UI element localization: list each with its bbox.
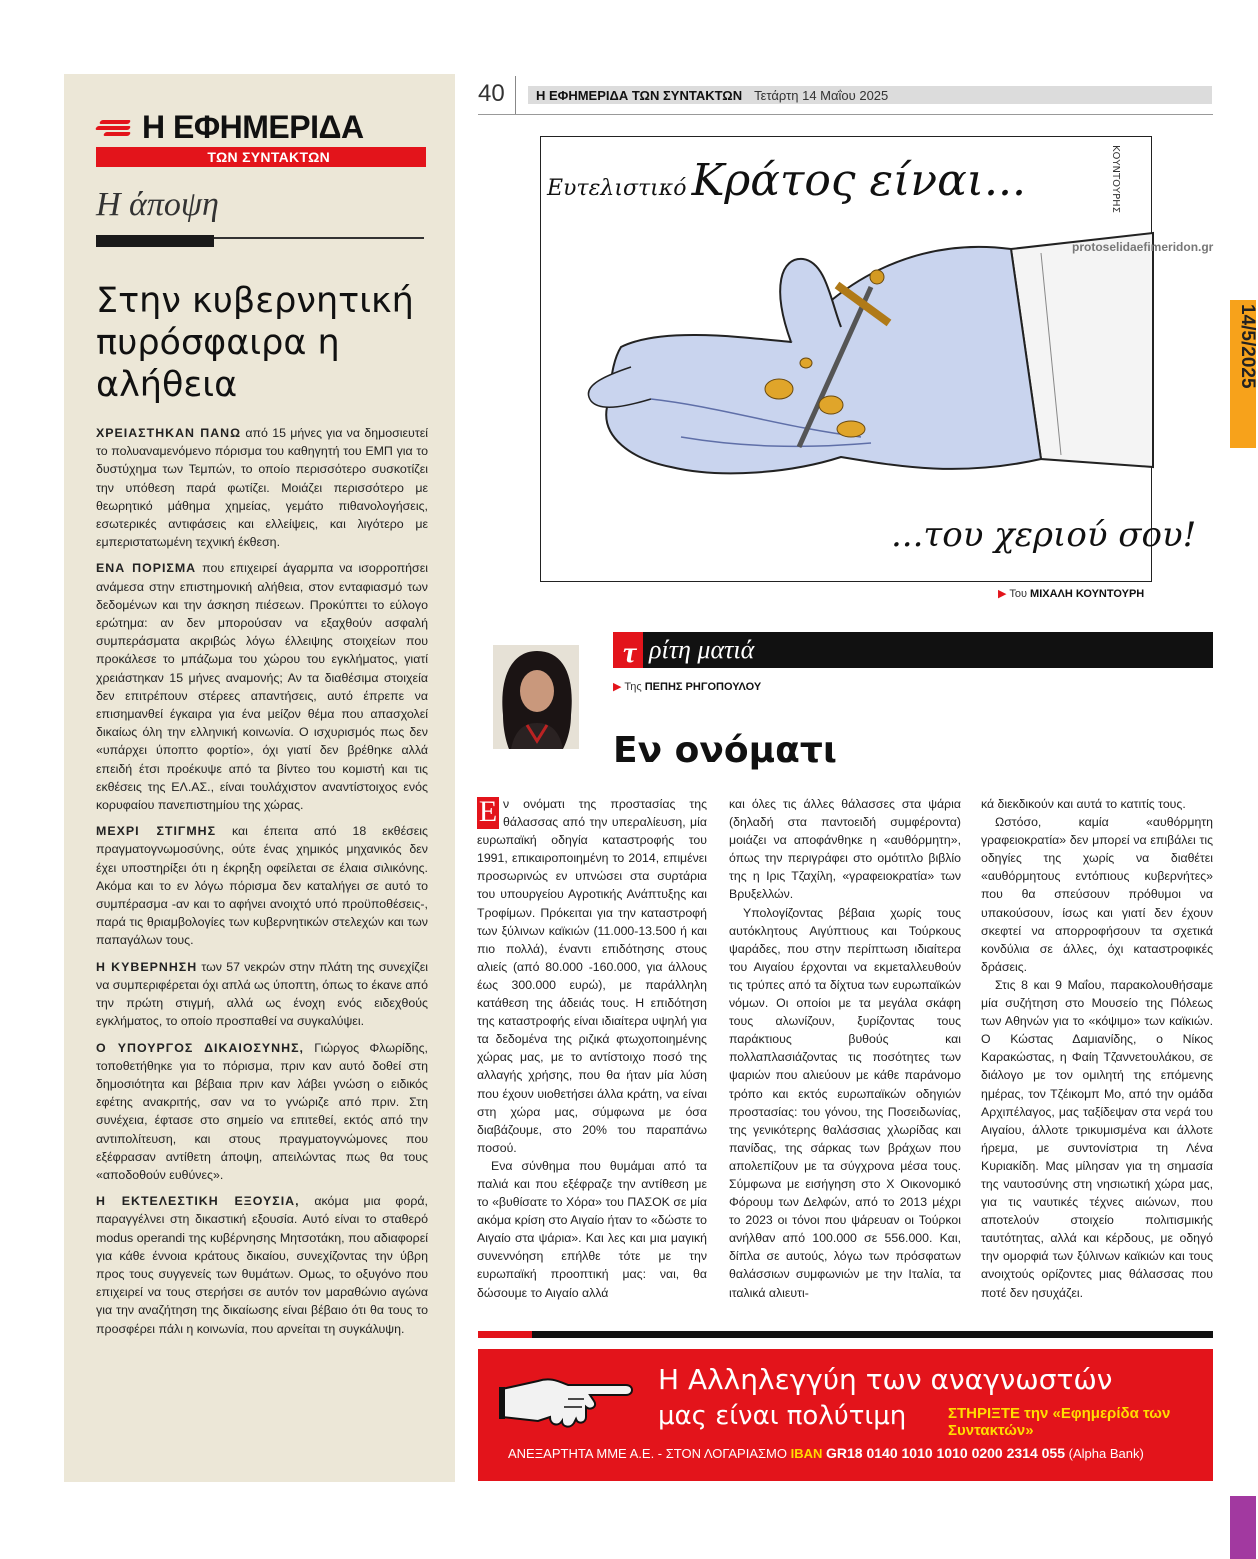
paragraph-lead: Ο ΥΠΟΥΡΓΟΣ ΔΙΚΑΙΟΣΥΝΗΣ, xyxy=(96,1040,304,1055)
opinion-column xyxy=(64,74,455,1482)
section-label: Η άποψη xyxy=(96,186,219,223)
paragraph-text: που επιχειρεί άγαρμπα να ισορροπήσει ανάμεσα στην επιστημονική αλήθεια, στον ενταφιασμό των δεδομένων και την άσκηση πιέσεων. Προκύπτει το εύλογο ερώτημα: αν δεν μπορούσαν να εξαχθούν ασφαλή συμπεράσματα ακριβώς λόγω έλλειψης στοιχείων που προκάλεσε το μπάζωμα του χώρου του εγκλήματος, γιατί χρειάστηκαν 15 μήνες αναμονής; Αν τα διαθέσιμα στοιχεία δεν επιτρέπουν στέρεες απαντήσεις, αυτό έπρεπε να επισημανθεί έγκαιρα για ένα μείζον θέμα που απασχολεί δικαίως όλη την ελληνική κοινωνία. Ο ισχυρισμός πως δεν «υπάρχει ύποπτο φορτίο», όχι γιατί δεν βρέθηκε αλλά επειδή έτσι προέκυψε από τα βίντεο του κομιστή και τις εκθέσεις της ΕΛ.ΑΣ., είναι τουλάχιστον αναντίστοιχος ενός κορυφαίου πανεπιστημίου της χώρας. xyxy=(96,561,428,813)
ad-rule-accent xyxy=(478,1331,532,1338)
cartoon xyxy=(540,136,1197,582)
ad-bank-details xyxy=(508,1445,1144,1461)
credit-name: ΜΙΧΑΛΗ ΚΟΥΝΤΟΥΡΗ xyxy=(1030,588,1145,600)
iban-number: GR18 0140 1010 1010 0200 2314 055 xyxy=(826,1445,1065,1461)
cartoon-caption-bottom: ...του χεριού σου! xyxy=(891,515,1197,555)
masthead-title: Η ΕΦΗΜΕΡΙΔΑ xyxy=(142,109,364,145)
header-rule xyxy=(478,114,1213,115)
cartoon-caption-big: Κράτος είναι... xyxy=(691,155,1027,206)
section-divider-accent xyxy=(96,235,214,247)
ad-headline-1: Η Αλληλεγγύη των αναγνωστών xyxy=(658,1363,1113,1396)
opinion-paragraph xyxy=(96,1192,428,1338)
article-paragraph: Ωστόσο, καμία «αυθόρμητη γραφειοκρατία» δεν μπορεί να επιβάλει τις οδηγίες της χωρίς να διαθέτει «αυθόρμητους εντόπιους κυβερνήτες» που θα σπεύσουν πρόθυμοι να υπακούσουν, ίσως και γιατί δεν έχουν σκεφτεί να απορροφήσουν τα σχετικά κονδύλια σε άλλες, όχι καταστροφικές δράσεις. xyxy=(981,815,1213,974)
byline-name: ΠΕΠΗΣ ΡΗΓΟΠΟΥΛΟΥ xyxy=(644,681,762,693)
opinion-body xyxy=(96,424,428,1346)
ad-headline-2: μας είναι πολύτιμη xyxy=(658,1401,907,1431)
byline-prefix: Της xyxy=(624,681,642,693)
cartoon-credit xyxy=(998,587,1144,600)
paragraph-lead: ΜΕΧΡΙ ΣΤΙΓΜΗΣ xyxy=(96,824,217,839)
byline xyxy=(613,680,761,693)
article-column-2 xyxy=(729,795,961,1302)
header-date: Τετάρτη 14 Μαΐου 2025 xyxy=(754,87,889,103)
iban-label: IBAN xyxy=(790,1446,823,1461)
cartoon-caption-small: Ευτελιστικό xyxy=(547,176,687,201)
paragraph-text: των 57 νεκρών στην πλάτη της συνεχίζει να συμπεριφέρεται όχι απλά ως ύποπτη, όπως το έκανε από την πρώτη στιγμή, αλλά ως ένοχη ενός ειδεχθούς εγκλήματος, το οποίο προσπαθεί να συγκαλύψει. xyxy=(96,959,428,1029)
paragraph-lead: ΕΝΑ ΠΟΡΙΣΜΑ xyxy=(96,561,197,576)
ad-call-to-action: ΣΤΗΡΙΞΤΕ την «Εφημερίδα των Συντακτών» xyxy=(948,1405,1171,1439)
article-paragraph: Υπολογίζοντας βέβαια χωρίς τους αυτόκλητους Αιγύπτιους και Τούρκους ψαράδες, που στην περίπτωση ιδιαίτερα του Αιγαίου έρχονται να εκμεταλλευθούν τις τρύπες από τα δίχτυα των ευρωπαϊκών νόμων. Οι οποίοι με τα μεγάλα σκάφη τους αλωνίζουν, ξυρίζοντας τους παράκτιους βυθούς και πολλαπλασιάζοντας τις ποσότητες των ψαριών που αλιεύουν με κάθε παράνομο τρόπο και εκτός ευρωπαϊκών οδηγιών προστασίας: του γόνου, της Ποσειδωνίας, της γενικότερης θαλάσσιας χλωρίδας και πανίδας, της σάρκας των βράχων που απολεπίζουν με τα σύγχρονα μέσα τους. Σύμφωνα με εισήγηση στο Χ Οικονομικό Φόρουμ των Δελφών, από το 2013 μέχρι το 2023 οι τόνοι που ψάρευαν οι Τούρκοι ανήλθαν από 100.000 σε 556.000. Και, δίπλα σε αυτούς, λόγω των πρόσφατων θαλάσσιων συμφωνιών με την Ιταλία, τα ιταλικά αλιευτι- xyxy=(729,905,961,1300)
section-side-tab xyxy=(1230,1496,1256,1559)
article-paragraph: και όλες τις άλλες θάλασσες στα ψάρια (δηλαδή στα παντοειδή συμφέροντα) μοιάζει να αποφάνθηκε η «αυθόρμητη», όπως την περιγράφει στο ομότιτλο βιβλίο της η Ιρις Τζαχίλη, «γραφειοκρατία» των Βρυξελλών. xyxy=(729,797,961,902)
article-column-1 xyxy=(477,795,707,1302)
pointing-hand-icon xyxy=(498,1359,638,1439)
ad-bank-prefix: ΑΝΕΞΑΡΤΗΤΑ ΜΜΕ Α.Ε. - ΣΤΟΝ ΛΟΓΑΡΙΑΣΜΟ xyxy=(508,1446,787,1461)
arrow-icon: ▶ xyxy=(998,588,1007,600)
article-paragraph: Ενα σύνθημα που θυμάμαι από τα παλιά και που εξέφραζε την αντίθεση με το «βυθίσατε το Χόρα» του ΠΑΣΟΚ σε μία ακόμα κρίση στο Αιγαίο ήταν το «δώστε το Αιγαίο στα ψάρια». Και λες και μια μαγική συνεννόηση επήλθε τότε με την ευρωπαϊκή προοπτική μας: ναι, θα δώσουμε το Αιγαίο αλλά xyxy=(477,1158,707,1300)
page-header xyxy=(528,86,1212,104)
side-tab-date: 14/5/2025 xyxy=(1237,304,1258,389)
date-side-tab xyxy=(1230,300,1256,448)
credit-prefix: Του xyxy=(1009,588,1027,600)
opinion-paragraph xyxy=(96,1039,428,1185)
column-title: ρίτη ματιά xyxy=(649,635,755,664)
opinion-paragraph xyxy=(96,958,428,1031)
article-title: Εν ονόματι xyxy=(613,730,837,771)
header-paper-name: Η ΕΦΗΜΕΡΙΔΑ ΤΩΝ ΣΥΝΤΑΚΤΩΝ xyxy=(536,87,743,103)
page-number: 40 xyxy=(478,80,505,107)
paragraph-text: ν ονόματι της προστασίας της θάλασσας από την υπεραλίευση, μία ευρωπαϊκή οδηγία καταστροφής του 1991, επικαιροποιημένη το 2014, επιμένει προσωρινώς εν υπνώσει στα συρτάρια του υπουργείου Αγροτικής Ανάπτυξης και Τροφίμων. Πρόκειται για την καταστροφή των ξύλινων καϊκιών (11.000-13.500 ή και πιο πολλά), έναντι επιδότησης στους αλιείς (από 80.000 -160.000, για άλλους έως 300.000 ευρώ), με παράλληλη κατάθεση της άδειάς τους. Η επιδότηση της καταστροφής είναι ιδιαίτερα υψηλή για τα δεδομένα της ριζικά φτωχοποιημένης χώρας μας, με το αντίστοιχο ποσό της αλλαγής χρήσης, που θα ήταν μία λύση που έχουν υιοθετήσει άλλα κράτη, να είναι στη χώρα μας, σύμφωνα με όσα διαβάζουμε, στο 20% του παραπάνω ποσού. xyxy=(477,797,707,1155)
article-paragraph: κά διεκδικούν και αυτά το κατιτίς τους. xyxy=(981,797,1186,811)
column-logo-letter: τ xyxy=(623,636,637,669)
paragraph-lead: ΧΡΕΙΑΣΤΗΚΑΝ ΠΑΝΩ xyxy=(96,426,242,440)
cartoonist-signature: ΚΟΥΝΤΟΥΡΗΣ xyxy=(1110,145,1121,213)
column-title-bar xyxy=(613,632,1213,668)
opinion-headline: Στην κυβερνητική πυρόσφαιρα η αλήθεια xyxy=(96,281,414,405)
paragraph-text: ακόμα μια φορά, παραγγέλνει στη δικαστική εξουσία. Αυτό είναι το σταθερό modus operandi της κυβέρνησης Μητσοτάκη, που αδιαφορεί για κάθε έννοια κράτους δικαίου, συνεχίζοντας την ύβρη προς τους συγγενείς των θυμάτων. Ομως, το οξυγόνο που επιχειρεί να τους στερήσει σε αυτόν τον μαραθώνιο αγώνα για την αναζήτηση της δικαίωσης είναι βέβαιο ότι θα τους το προσφέρει πάλι η κοινωνία, που αρνείται τη συγκάλυψη. xyxy=(96,1194,428,1336)
paragraph-text: και έπειτα από 18 εκθέσεις πραγματογνωμοσύνης, ούτε ένας χημικός μηχανικός δεν έχει υποστηρίξει ότι η έκρηξη οφείλεται σε έλαια σιλικόνης. Ακόμα και το εν λόγω πόρισμα δεν καταλήγει σε αυτό το συμπέρασμα -αν και το αφήνει ανοιχτό υπό προϋποθέσεις-, παρά τις θριαμβολογίες των κυβερνητικών στελεχών και των παπαγάλων τους. xyxy=(96,824,428,948)
masthead-subtitle: ΤΩΝ ΣΥΝΤΑΚΤΩΝ xyxy=(96,147,426,167)
paragraph-lead: Η ΕΚΤΕΛΕΣΤΙΚΗ ΕΞΟΥΣΙΑ, xyxy=(96,1194,300,1209)
drop-cap: Ε xyxy=(478,795,498,828)
article-paragraph: Στις 8 και 9 Μαΐου, παρακολουθήσαμε μία συζήτηση στο Μουσείο της Πόλεως των Αθηνών για το «κόψιμο» των καϊκιών. Ο Κώστας Δαμιανίδης, ο Νίκος Καρακώστας, η Φαίη Τζαννετουλάκου, σε διάλογο με τον ομιλητή της επόμενης ημέρας, τον Τζέικομπ Μο, από την ομάδα Αρχιπέλαγος, μας ταξίδεψαν στα νερά του Αιγαίου, άλλοτε τρικυμισμένα και άλλοτε ήρεμα, με συντονίστρια τη Λένα Κυριακίδη. Μας μίλησαν για τη σημασία της ναυτοσύνης στη νησιωτική χώρα μας, για τις ναυτικές τέχνες αιώνων, που αποτελούν στοιχείο πολιτισμικής ταυτότητας, αλλά και κέρδους, με οδηγό την ομορφιά των ξύλινων καϊκιών και τους ανοιχτούς ορίζοντες μιας θάλασσας που ποτέ δεν ησυχάζει. xyxy=(981,977,1213,1300)
opinion-paragraph xyxy=(96,559,428,814)
speed-lines-icon xyxy=(96,115,136,139)
arrow-icon: ▶ xyxy=(613,681,622,693)
ad-rule xyxy=(532,1331,1213,1338)
header-divider xyxy=(515,76,516,114)
article-paragraph xyxy=(477,795,707,1157)
author-portrait xyxy=(493,645,579,749)
portrait-illustration xyxy=(493,645,579,749)
paragraph-text: Γιώργος Φλωρίδης, τοποθετήθηκε για το πόρισμα, πριν καν αυτό δοθεί στη δημοσιότητα και βέβαια πριν καν λάβει γνώση ο ειδικός εφέτης ανακριτής, σαν να το γνώριζε από πριν. Στη συνέχεια, έφτασε στο σημείο να επιτεθεί, εκτός από την αντιπολίτευση, και στους πραγματογνώμονες που εξέφρασαν αντίθετη άποψη, απειλώντας πως θα τους «αποδοθούν ευθύνες». xyxy=(96,1040,428,1182)
bank-name: (Alpha Bank) xyxy=(1068,1446,1144,1461)
watermark: protoselidaefimeridon.gr xyxy=(1072,240,1214,254)
solidarity-ad xyxy=(478,1349,1213,1481)
masthead-logo xyxy=(96,110,426,167)
opinion-paragraph xyxy=(96,822,428,949)
opinion-paragraph xyxy=(96,424,428,551)
article-column-3 xyxy=(981,795,1213,1302)
paragraph-text: από 15 μήνες για να δημοσιευτεί το πολυαναμενόμενο πόρισμα του καθηγητή του ΕΜΠ για το δυστύχημα των Τεμπών, το οποίο περισσότερο συσκοτίζει την υπόθεση παρά φωτίζει. Μοιάζει περισσότερο με θεωρητικό μάθημα χημείας, γεμάτο πιθανολογήσεις, εσωτερικές αντιφάσεις και ελλείψεις, και λιγότερο με εμπεριστατωμένη τεχνική έκθεση. xyxy=(96,426,429,550)
paragraph-lead: Η ΚΥΒΕΡΝΗΣΗ xyxy=(96,959,198,974)
